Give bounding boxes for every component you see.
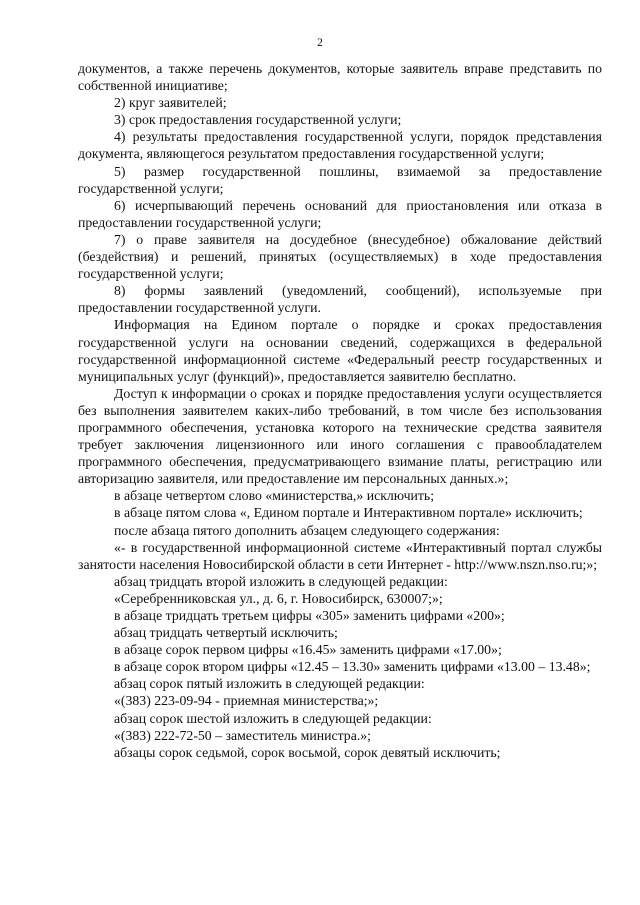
paragraph-17: в абзаце тридцать третьем цифры «305» заменить цифрами «200»; [114,608,505,623]
paragraph-8: 8) формы заявлений (уведомлений, сообщений), используемые при предоставлении государственной услуги. [78,283,602,316]
paragraph-23: абзац сорок шестой изложить в следующей редакции: [114,710,432,726]
paragraph-24: «(383) 222-72-50 – заместитель министра.»; [114,727,372,743]
paragraph-18: абзац тридцать четвертый исключить; [114,625,338,641]
paragraph-20: в абзаце сорок втором цифры «12.45 – 13.30» заменить цифрами «13.00 – 13.48»; [114,659,591,675]
paragraph-19: в абзаце сорок первом цифры «16.45» заменить цифрами «17.00»; [114,642,502,658]
paragraph-15: абзац тридцать второй изложить в следующей редакции: [114,573,448,589]
paragraph-14: «- в государственной информационной системе «Интерактивный портал службы занятости населения Новосибирской области в сети Интернет - http://www.nszn.nso.ru;»; [78,539,602,572]
paragraph-3: 3) срок предоставления государственной услуги; [114,112,402,128]
paragraph-7: 7) о праве заявителя на досудебное (внесудебное) обжалование действий (бездействия) и решений, принятых (осуществляемых) в ходе предоставления государственной услуги; [78,231,602,282]
paragraph-21: абзац сорок пятый изложить в следующей редакции: [114,676,425,692]
paragraph-5: 5) размер государственной пошлины, взимаемой за предоставление государственной услуги; [78,163,602,196]
paragraph-6: 6) исчерпывающий перечень оснований для приостановления или отказа в предоставлении государственной услуги; [78,197,602,230]
paragraph-12: в абзаце пятом слова «, Едином портале и Интерактивном портале» исключить; [114,505,583,521]
paragraph-1: документов, а также перечень документов, которые заявитель вправе представить по собственной инициативе; [78,61,602,94]
paragraph-9: Информация на Едином портале о порядке и сроках предоставления государственной услуги на основании сведений, содержащихся в федеральной государственной информационной системе «Федеральный реестр государственных и муниципальных услуг (функций)», предоставляется заявителю бесплатно. [78,317,602,384]
paragraph-13: после абзаца пятого дополнить абзацем следующего содержания: [114,522,500,538]
paragraph-11: в абзаце четвертом слово «министерства,» исключить; [114,488,435,504]
paragraph-10: Доступ к информации о сроках и порядке предоставления услуги осуществляется без выполнения заявителем каких-либо требований, в том числе без использования программного обеспечения, установка которого на технические средства заявителя требует заключения лицензионного или иного соглашения с правообладателем программного обеспечения, предусматривающего взимание платы, регистрацию или авторизацию заявителя, или предоставление им персональных данных.»; [78,385,602,487]
paragraph-4: 4) результаты предоставления государственной услуги, порядок представления документа, являющегося результатом предоставления государственной услуги; [78,129,602,162]
paragraph-25: абзацы сорок седьмой, сорок восьмой, сорок девятый исключить; [114,744,501,760]
paragraph-22: «(383) 223-09-94 - приемная министерства;»; [114,693,379,709]
paragraph-16: «Серебренниковская ул., д. 6, г. Новосибирск, 630007;»; [114,590,443,606]
document-body [78,60,602,761]
paragraph-2: 2) круг заявителей; [114,95,227,111]
page-number: 2 [317,37,323,49]
